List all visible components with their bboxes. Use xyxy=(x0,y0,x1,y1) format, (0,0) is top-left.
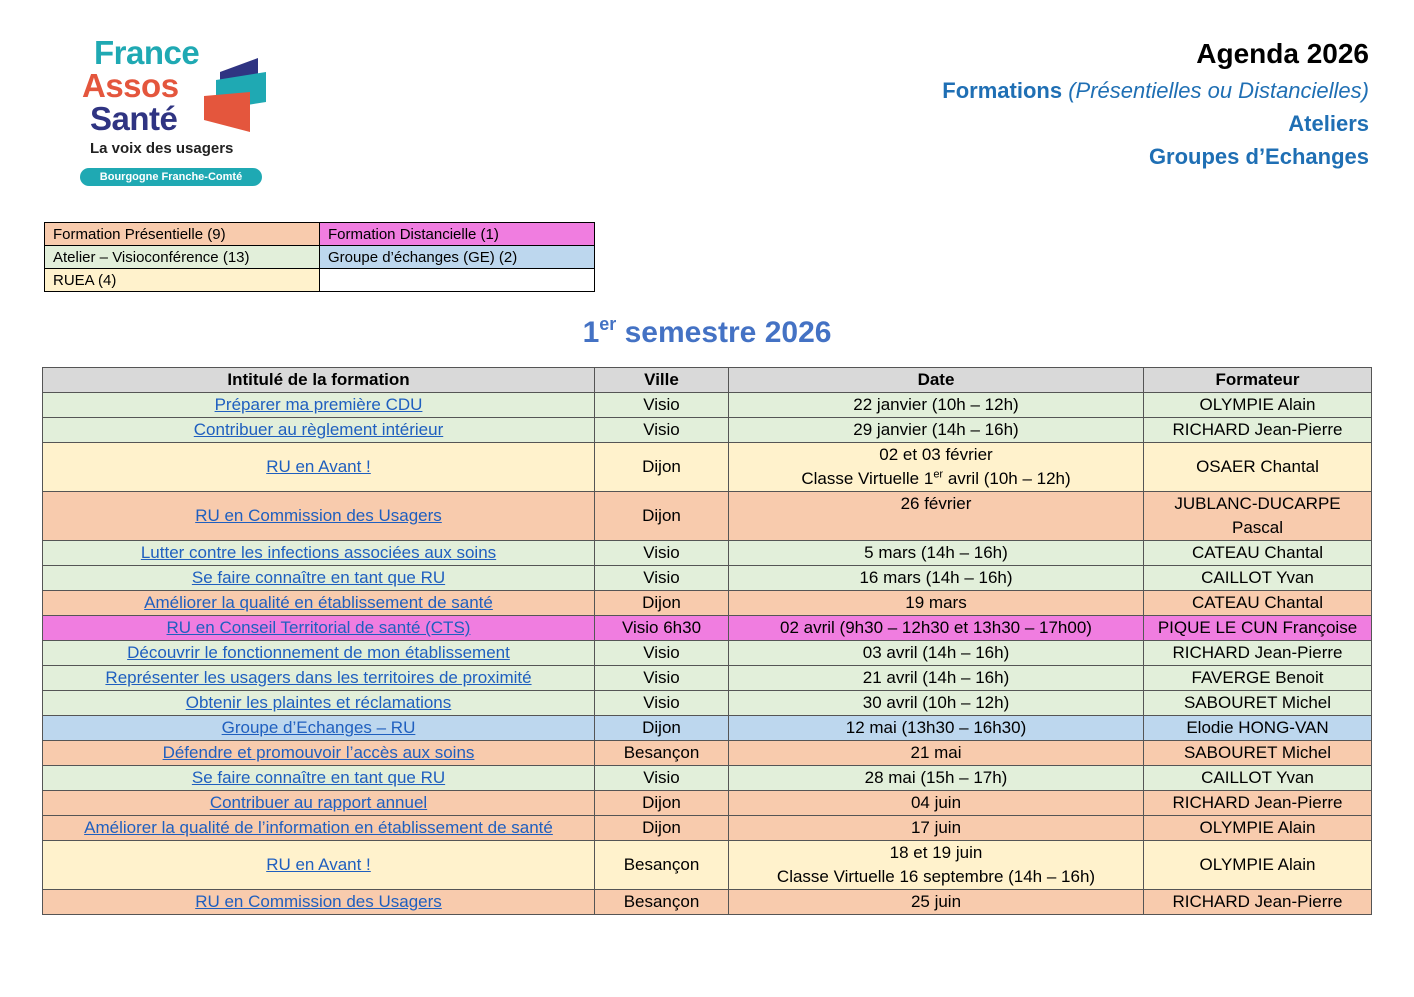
table-row xyxy=(43,691,1372,716)
logo-word-sante: Santé xyxy=(90,100,178,137)
date-line-2-start: Classe Virtuelle 1 xyxy=(801,469,934,488)
table-row xyxy=(43,716,1372,741)
trainer-cell: CATEAU Chantal xyxy=(1144,591,1372,616)
table-row xyxy=(43,641,1372,666)
title-cell xyxy=(43,492,595,541)
date-cell: 02 avril (9h30 – 12h30 et 13h30 – 17h00) xyxy=(729,616,1144,641)
city-cell: Visio xyxy=(595,566,729,591)
semester-num: 1 xyxy=(582,316,600,349)
table-row xyxy=(43,616,1372,641)
legend-distancielle: Formation Distancielle (1) xyxy=(320,223,595,246)
logo xyxy=(80,30,280,190)
trainer-cell: RICHARD Jean-Pierre xyxy=(1144,418,1372,443)
table-row xyxy=(43,591,1372,616)
date-cell: 30 avril (10h – 12h) xyxy=(729,691,1144,716)
logo-flags-icon xyxy=(198,58,270,134)
training-link[interactable]: Se faire connaître en tant que RU xyxy=(191,768,446,787)
table-row xyxy=(43,816,1372,841)
table-row xyxy=(43,393,1372,418)
trainer-cell: CAILLOT Yvan xyxy=(1144,566,1372,591)
header-formations xyxy=(942,78,1369,104)
trainer-cell: OLYMPIE Alain xyxy=(1144,841,1372,890)
city-cell: Visio xyxy=(595,666,729,691)
city-cell: Visio xyxy=(595,641,729,666)
trainer-cell: SABOURET Michel xyxy=(1144,691,1372,716)
trainer-cell: OSAER Chantal xyxy=(1144,443,1372,492)
table-header-row xyxy=(43,368,1372,393)
table-row xyxy=(43,666,1372,691)
date-cell: 16 mars (14h – 16h) xyxy=(729,566,1144,591)
date-cell: 26 février xyxy=(729,492,1144,541)
trainer-cell: RICHARD Jean-Pierre xyxy=(1144,890,1372,915)
training-link[interactable]: Lutter contre les infections associées aux soins xyxy=(140,543,497,562)
header-ateliers: Ateliers xyxy=(1288,111,1369,136)
table-row xyxy=(43,766,1372,791)
trainer-cell: FAVERGE Benoit xyxy=(1144,666,1372,691)
title-cell xyxy=(43,841,595,890)
title-cell xyxy=(43,566,595,591)
legend-ruea: RUEA (4) xyxy=(45,269,320,292)
date-cell xyxy=(729,443,1144,492)
training-link[interactable]: RU en Conseil Territorial de santé (CTS) xyxy=(166,618,471,637)
title-cell xyxy=(43,741,595,766)
title-cell xyxy=(43,716,595,741)
date-line-2 xyxy=(733,467,1139,491)
date-cell: 21 avril (14h – 16h) xyxy=(729,666,1144,691)
city-cell: Visio xyxy=(595,691,729,716)
trainer-cell: CATEAU Chantal xyxy=(1144,541,1372,566)
trainer-cell: SABOURET Michel xyxy=(1144,741,1372,766)
date-cell: 19 mars xyxy=(729,591,1144,616)
city-cell: Dijon xyxy=(595,791,729,816)
trainer-cell: OLYMPIE Alain xyxy=(1144,816,1372,841)
column-header-date: Date xyxy=(729,368,1144,393)
title-cell xyxy=(43,791,595,816)
semester-sup: er xyxy=(599,314,617,334)
trainer-cell: CAILLOT Yvan xyxy=(1144,766,1372,791)
semester-rest: semestre 2026 xyxy=(616,316,832,349)
table-row xyxy=(43,492,1372,541)
date-cell xyxy=(729,841,1144,890)
trainer-cell: RICHARD Jean-Pierre xyxy=(1144,791,1372,816)
trainer-line-1: JUBLANC-DUCARPE xyxy=(1174,494,1341,513)
training-link[interactable]: Groupe d’Echanges – RU xyxy=(221,718,416,737)
agenda-table xyxy=(42,367,1372,915)
logo-tagline: La voix des usagers xyxy=(90,140,234,157)
title-cell xyxy=(43,766,595,791)
date-cell: 5 mars (14h – 16h) xyxy=(729,541,1144,566)
title-cell xyxy=(43,641,595,666)
table-row xyxy=(43,841,1372,890)
date-cell: 29 janvier (14h – 16h) xyxy=(729,418,1144,443)
column-header-trainer: Formateur xyxy=(1144,368,1372,393)
date-line-2-sup: er xyxy=(933,468,944,481)
city-cell: Visio xyxy=(595,418,729,443)
trainer-cell: RICHARD Jean-Pierre xyxy=(1144,641,1372,666)
city-cell: Besançon xyxy=(595,890,729,915)
title-cell xyxy=(43,443,595,492)
trainer-cell: PIQUE LE CUN Françoise xyxy=(1144,616,1372,641)
title-cell xyxy=(43,418,595,443)
header-groupes: Groupes d’Echanges xyxy=(1148,144,1369,169)
title-cell xyxy=(43,591,595,616)
table-row xyxy=(43,418,1372,443)
training-link[interactable]: RU en Commission des Usagers xyxy=(195,892,442,911)
city-cell: Dijon xyxy=(595,816,729,841)
date-line-1: 18 et 19 juin xyxy=(889,843,983,862)
date-cell: 22 janvier (10h – 12h) xyxy=(729,393,1144,418)
title-cell xyxy=(43,890,595,915)
date-line-1: 02 et 03 février xyxy=(879,445,993,464)
legend-table xyxy=(44,222,595,292)
page-title: Agenda 2026 xyxy=(1196,38,1369,69)
logo-region-badge: Bourgogne Franche-Comté xyxy=(80,168,262,186)
table-row xyxy=(43,566,1372,591)
date-cell: 17 juin xyxy=(729,816,1144,841)
training-link[interactable]: Découvrir le fonctionnement de mon établissement xyxy=(127,643,510,662)
trainer-cell: OLYMPIE Alain xyxy=(1144,393,1372,418)
table-row xyxy=(43,443,1372,492)
city-cell: Visio xyxy=(595,766,729,791)
legend-atelier: Atelier – Visioconférence (13) xyxy=(45,246,320,269)
date-cell: 28 mai (15h – 17h) xyxy=(729,766,1144,791)
training-link[interactable]: RU en Commission des Usagers xyxy=(195,506,442,525)
training-link[interactable]: RU en Avant ! xyxy=(266,457,371,476)
date-cell: 03 avril (14h – 16h) xyxy=(729,641,1144,666)
logo-word-france: France xyxy=(94,34,200,71)
city-cell: Dijon xyxy=(595,591,729,616)
title-cell xyxy=(43,691,595,716)
training-link[interactable]: Se faire connaître en tant que RU xyxy=(191,568,446,587)
title-cell xyxy=(43,541,595,566)
city-cell: Besançon xyxy=(595,841,729,890)
training-link[interactable]: Améliorer la qualité en établissement de santé xyxy=(144,593,493,612)
date-cell: 04 juin xyxy=(729,791,1144,816)
city-cell: Visio xyxy=(595,541,729,566)
table-row xyxy=(43,791,1372,816)
header-formations-label: Formations xyxy=(942,78,1063,103)
training-link[interactable]: Contribuer au rapport annuel xyxy=(209,793,428,812)
legend-groupe: Groupe d’échanges (GE) (2) xyxy=(320,246,595,269)
date-line-2: Classe Virtuelle 16 septembre (14h – 16h) xyxy=(776,867,1096,886)
city-cell: Visio 6h30 xyxy=(595,616,729,641)
table-row xyxy=(43,890,1372,915)
training-link[interactable]: Obtenir les plaintes et réclamations xyxy=(185,693,452,712)
city-cell: Dijon xyxy=(595,492,729,541)
date-cell: 12 mai (13h30 – 16h30) xyxy=(729,716,1144,741)
city-cell: Visio xyxy=(595,393,729,418)
training-link[interactable]: Améliorer la qualité de l’information en établissement de santé xyxy=(84,818,553,837)
training-link[interactable]: Contribuer au règlement intérieur xyxy=(193,420,444,439)
legend-empty xyxy=(320,269,595,292)
date-line-2-end: avril (10h – 12h) xyxy=(943,469,1071,488)
trainer-line-2: Pascal xyxy=(1231,518,1284,537)
training-link[interactable]: Défendre et promouvoir l’accès aux soins xyxy=(162,743,475,762)
city-cell: Dijon xyxy=(595,443,729,492)
date-cell: 25 juin xyxy=(729,890,1144,915)
column-header-city: Ville xyxy=(595,368,729,393)
city-cell: Besançon xyxy=(595,741,729,766)
title-cell xyxy=(43,616,595,641)
training-link[interactable]: RU en Avant ! xyxy=(266,855,371,874)
column-header-title: Intitulé de la formation xyxy=(43,368,595,393)
trainer-cell: Elodie HONG-VAN xyxy=(1144,716,1372,741)
date-cell: 21 mai xyxy=(729,741,1144,766)
title-cell xyxy=(43,393,595,418)
header-formations-sub: (Présentielles ou Distancielles) xyxy=(1068,78,1369,103)
trainer-cell xyxy=(1144,492,1372,541)
title-cell xyxy=(43,666,595,691)
legend-presentielle: Formation Présentielle (9) xyxy=(45,223,320,246)
training-link[interactable]: Préparer ma première CDU xyxy=(214,395,423,414)
title-cell xyxy=(43,816,595,841)
table-row xyxy=(43,741,1372,766)
training-link[interactable]: Représenter les usagers dans les territoires de proximité xyxy=(105,668,532,687)
semester-title xyxy=(0,316,1414,350)
logo-word-assos: Assos xyxy=(82,67,179,104)
table-row xyxy=(43,541,1372,566)
city-cell: Dijon xyxy=(595,716,729,741)
